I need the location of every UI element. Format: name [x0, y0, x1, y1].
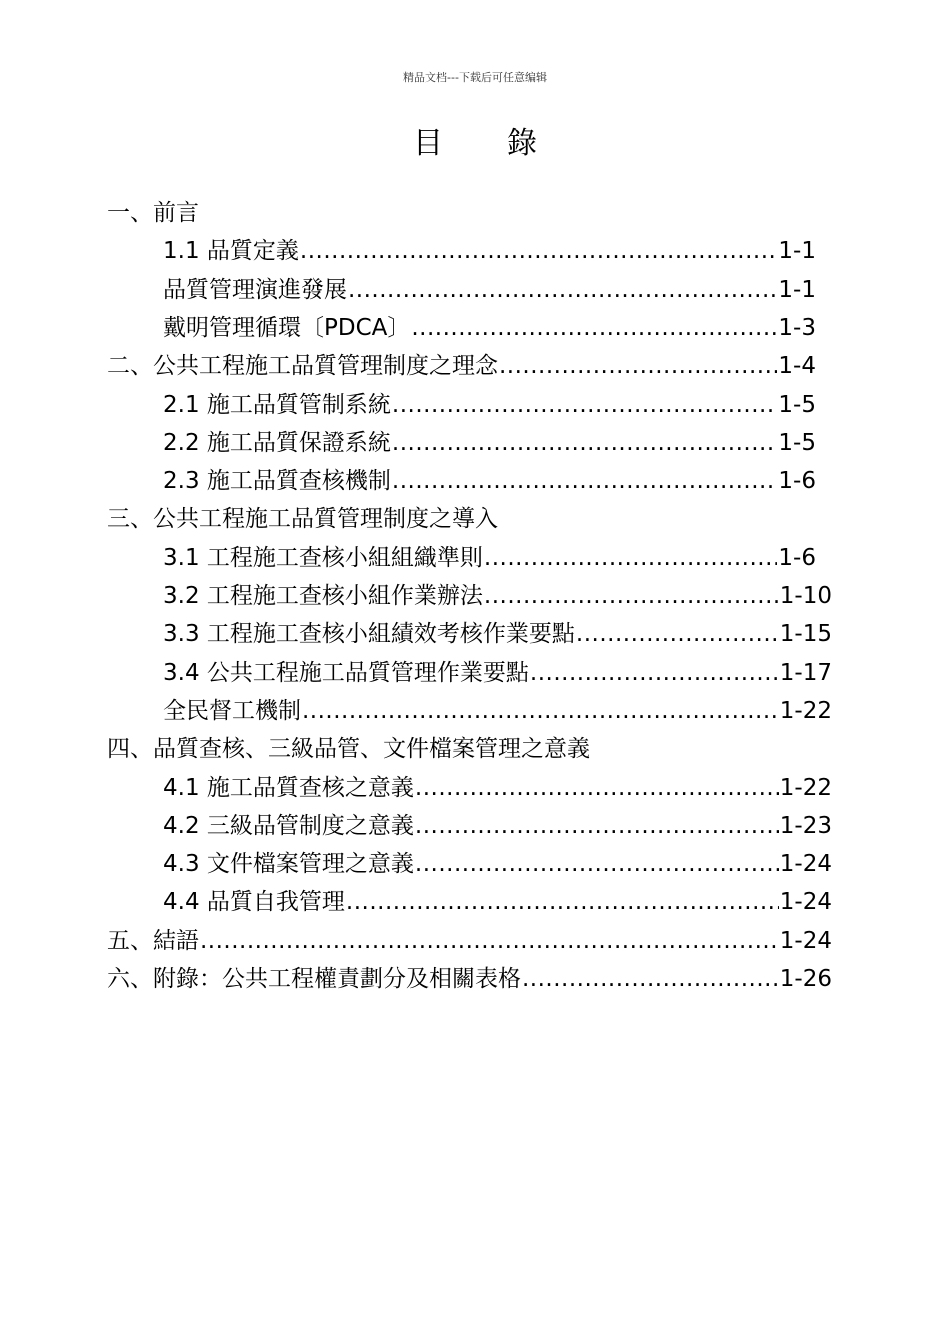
toc-entry — [163, 577, 832, 615]
toc-dot-leader — [530, 654, 779, 692]
toc-dot-leader — [392, 424, 778, 462]
toc-entry — [163, 424, 816, 462]
toc-entry-label: 2.1 施工品質管制系統 — [163, 391, 391, 418]
toc-page-number: 1-5 — [778, 391, 816, 418]
toc-page-number: 1-4 — [778, 353, 816, 380]
toc-page-number: 1-1 — [778, 276, 816, 303]
toc-entry — [163, 309, 816, 347]
toc-entry-label: 品質管理演進發展 — [163, 276, 347, 303]
toc-page-number: 1-5 — [778, 429, 816, 456]
toc-entry — [107, 922, 832, 960]
toc-page-number: 1-6 — [778, 468, 816, 495]
toc-entry-label: 1.1 品質定義 — [163, 238, 299, 265]
toc-dot-leader — [484, 539, 778, 577]
toc-entry — [107, 960, 832, 998]
toc-dot-leader — [499, 347, 777, 385]
toc-page-number: 1-24 — [779, 927, 832, 954]
toc-dot-leader — [348, 271, 777, 309]
toc-entry — [163, 883, 832, 921]
toc-entry-label: 四、品質查核、三級品管、文件檔案管理之意義 — [107, 736, 590, 763]
toc-page-number: 1-23 — [779, 812, 832, 839]
toc-entry-label: 4.3 文件檔案管理之意義 — [163, 851, 414, 878]
toc-dot-leader — [415, 845, 779, 883]
toc-entry — [163, 807, 832, 845]
toc-page-number: 1-1 — [778, 238, 816, 265]
toc-entry-label: 4.1 施工品質查核之意義 — [163, 774, 414, 801]
toc-entry — [163, 845, 832, 883]
toc-entry-label: 2.2 施工品質保證系統 — [163, 429, 391, 456]
toc-page-number: 1-3 — [778, 314, 816, 341]
toc-dot-leader — [392, 386, 778, 424]
toc-dot-leader — [302, 692, 779, 730]
toc-dot-leader — [415, 807, 779, 845]
toc-page-number: 1-24 — [779, 889, 832, 916]
toc-entry — [107, 500, 498, 538]
toc-entry — [163, 769, 832, 807]
toc-entry — [163, 539, 816, 577]
toc-entry — [163, 232, 816, 270]
toc-entry-label: 全民督工機制 — [163, 697, 301, 724]
toc-entry-label: 五、結語 — [107, 927, 199, 954]
toc-dot-leader — [346, 883, 779, 921]
toc-page-number: 1-15 — [779, 621, 832, 648]
toc-dot-leader — [415, 769, 779, 807]
toc-entry-label: 3.1 工程施工查核小組組織準則 — [163, 544, 483, 571]
document-title: 目錄 — [413, 126, 601, 161]
toc-entry — [163, 615, 832, 653]
toc-entry-label: 3.4 公共工程施工品質管理作業要點 — [163, 659, 529, 686]
page-header: 精品文档---下载后可任意编辑 — [403, 71, 547, 84]
toc-dot-leader — [392, 462, 778, 500]
toc-entry-label: 4.4 品質自我管理 — [163, 889, 345, 916]
toc-entry — [163, 386, 816, 424]
toc-entry-label: 4.2 三級品管制度之意義 — [163, 812, 414, 839]
toc-dot-leader — [522, 960, 779, 998]
toc-page-number: 1-17 — [779, 659, 832, 686]
toc-entry — [163, 271, 816, 309]
toc-page-number: 1-22 — [779, 697, 832, 724]
toc-entry — [163, 654, 832, 692]
toc-dot-leader — [576, 615, 779, 653]
toc-dot-leader — [200, 922, 779, 960]
toc-entry-label: 戴明管理循環〔PDCA〕 — [163, 314, 411, 341]
toc-dot-leader — [484, 577, 779, 615]
toc-entry-label: 三、公共工程施工品質管理制度之導入 — [107, 506, 498, 533]
toc-entry-label: 3.2 工程施工查核小組作業辦法 — [163, 583, 483, 609]
toc-page-number: 1-24 — [779, 851, 832, 878]
toc-page-number: 1-26 — [779, 966, 832, 992]
toc-entry — [107, 347, 816, 385]
toc-entry-label: 六、附錄：公共工程權責劃分及相關表格 — [107, 966, 521, 992]
toc-entry — [163, 692, 832, 730]
toc-entry-label: 3.3 工程施工查核小組績效考核作業要點 — [163, 621, 575, 648]
toc-entry — [107, 194, 199, 232]
toc-dot-leader — [411, 309, 777, 347]
toc-dot-leader — [300, 232, 778, 270]
toc-page-number: 1-10 — [779, 583, 832, 609]
toc-page-number: 1-22 — [779, 774, 832, 801]
toc-entry-label: 二、公共工程施工品質管理制度之理念 — [107, 353, 498, 380]
toc-entry-label: 一、前言 — [107, 200, 199, 226]
toc-entry — [163, 462, 816, 500]
toc-page-number: 1-6 — [778, 544, 816, 571]
toc-entry-label: 2.3 施工品質查核機制 — [163, 468, 391, 495]
toc-entry — [107, 730, 590, 768]
